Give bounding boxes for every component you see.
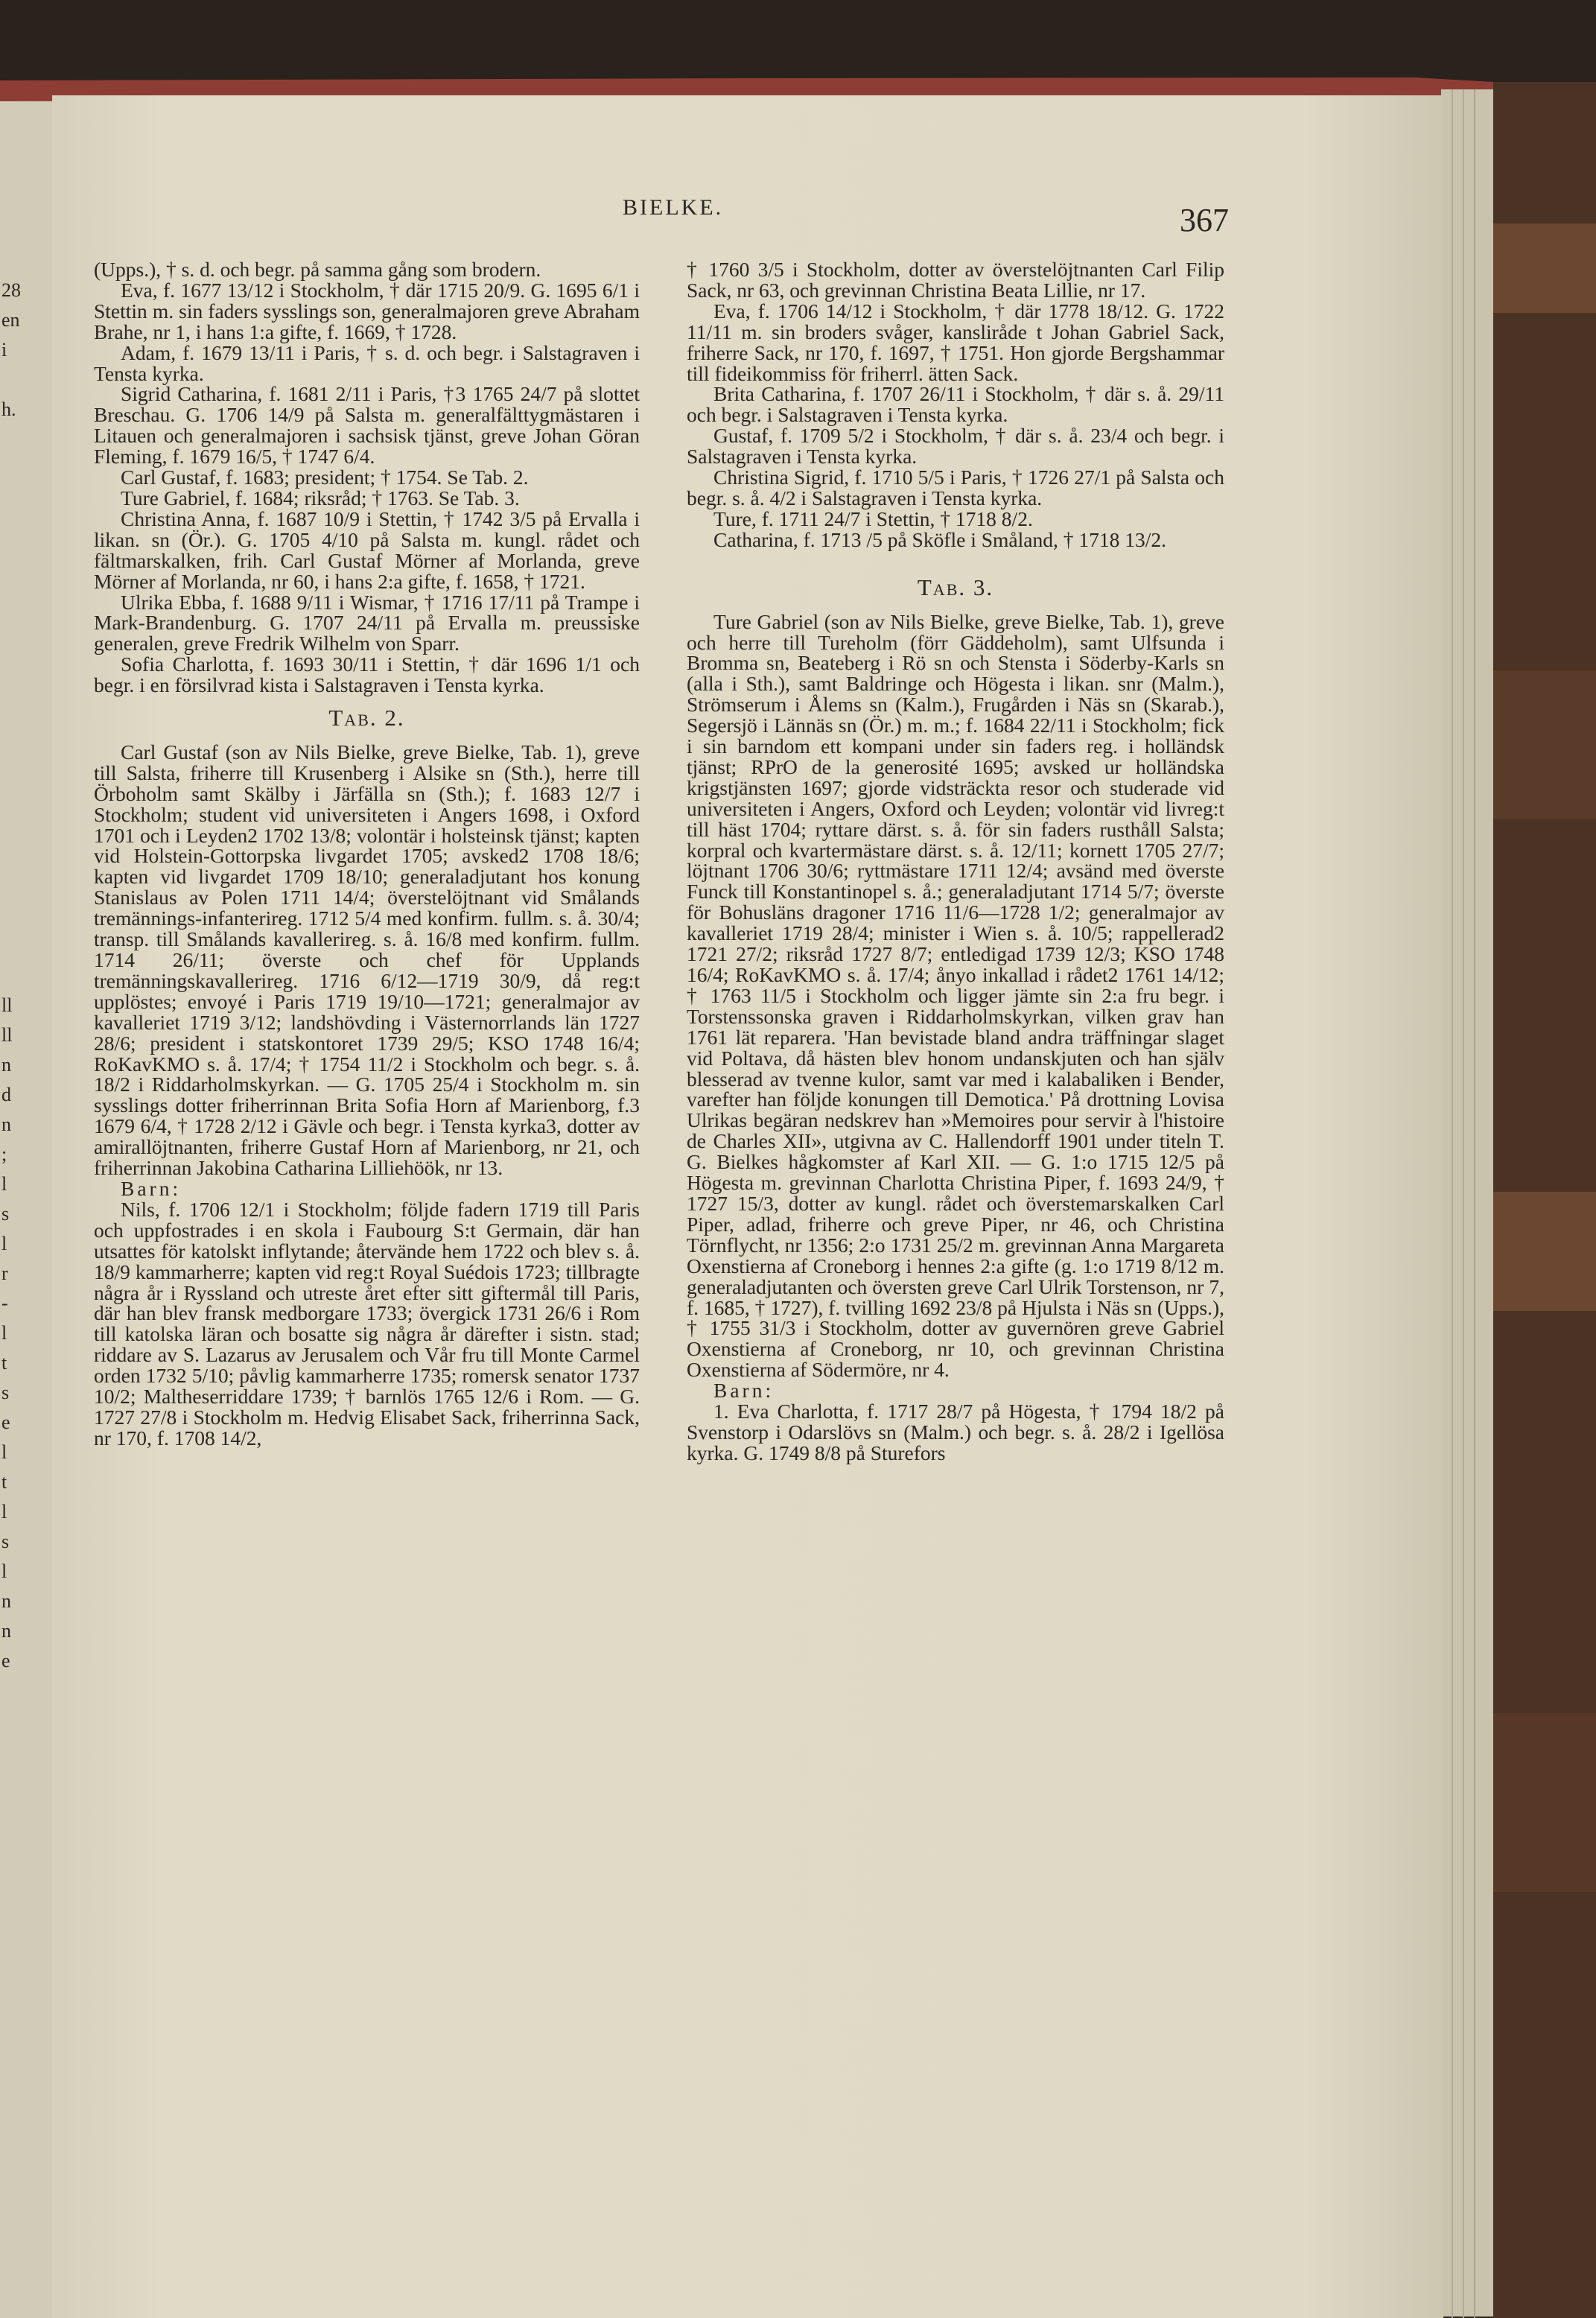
entry-paragraph: Eva, f. 1677 13/12 i Stockholm, † där 1715 20/9. G. 1695 6/1 i Stettin m. sin faders sysslings son, generalmajoren greve Abraham Brahe, nr 1, i hans 1:a gifte, f. 1669, † 1728. [94, 278, 640, 343]
fragment: i [1, 339, 7, 361]
fragment: s [1, 1382, 10, 1403]
tab3-biography: Ture Gabriel (son av Nils Bielke, greve Bielke, Tab. 1), greve och herre till Tureholm (förr Gäddeholm), samt Ulfsunda i Bromma sn, Beateberg i Rö sn och Stensta i Söderby-Karls sn (alla i Sth.), samt Baldringe och Högesta i likan. snr (Malm.), Strömserum i Ålems sn (Kalm.), Frugården i Näs sn (Skarab.), Segersjö i Lännäs sn (Ör.) m. m.; f. 1684 22/11 i Stockholm; fick i sin barndom ett kompani under sin faders reg. i holländsk tjänst; RPrO de la generosité 1695; avsked ur holländska krigstjänsten 1697; gjorde vidsträckta resor och studerade vid universiteten i Angers, Oxford och Leyden; volontär vid livreg:t till häst 1704; ryttare därst. s. å. för sin faders rusthåll Salsta; korpral och kvartermästare därst. s. å. 12/11; kornett 1705 27/7; löjtnant 1706 30/6; ryttmästare 1711 12/4; avsänd med överste Funck till Konstantinopel s. å.; generaladjutant 1714 5/7; överste för Bohusläns dragoner 1716 11/6—1728 1/2; generalmajor av kavalleriet 1719 28/4; minister i Wien s. å. 10/5; rappellerad2 1721 27/2; riksråd 1727 8/7; entledigad 1739 12/3; KSO 1748 16/4; RoKavKMO s. å. 17/4; ånyo inkallad i rådet2 1761 14/12; † 1763 11/5 i Stockholm och ligger jämte sin 2:a fru begr. i Torstenssonska graven i Riddarholmskyrkan, vilken grav han 1761 lät reparera. 'Han bevistade bland andra träffningar slaget vid Poltava, då hästen blev honom undanskjuten och han själv blesserad av tvenne kulor, samt var med i kalabaliken i Bender, varefter han följde konungen till Demotica.' På drottning Lovisa Ulrikas begäran nedskrev han »Memoires pour servir à l'histoire de Charles XII», utgivna av C. Hallendorff 1901 under titeln T. G. Bielkes hågkomster af Karl XII. — G. 1:o 1715 12/5 på Högesta m. grevinnan Charlotta Christina Piper, f. 1693 24/9, † 1727 15/3, dotter av kungl. rådet och överstemarskalken Carl Piper, adlad, friherre och greve Piper, nr 46, och Christina Törnflycht, nr 1356; 2:o 1731 25/2 m. grevinnan Anna Margareta Oxenstierna af Croneborg i hennes 2:a gifte (g. 1:o 1719 8/12 m. generaladjutanten och översten greve Carl Ulrik Torstenson, nr 7, f. 1685, † 1727), f. tvilling 1692 23/8 på Hjulsta i Näs sn (Upps.), † 1755 31/3 i Stockholm, dotter av guvernören greve Gabriel Oxenstierna af Croneborg, nr 10, och grevinnan Christina Oxenstierna af Södermöre, nr 4. [687, 609, 1224, 1382]
entry-paragraph: Adam, f. 1679 13/11 i Paris, † s. d. och begr. i Salstagraven i Tensta kyrka. [94, 340, 640, 385]
running-header: BIELKE. [623, 195, 724, 220]
fragment: d [1, 1084, 11, 1105]
page-number: 367 [1180, 202, 1229, 238]
left-column [94, 259, 640, 1449]
previous-page-fragments [1, 276, 24, 425]
entry-paragraph: Christina Anna, f. 1687 10/9 i Stettin, † 1742 3/5 på Ervalla i likan. sn (Ör.). G. 1705 4/10 på Salsta m. kungl. rådet och fältmarskalken, frih. Carl Gustaf Mörner af Morlanda, greve Mörner af Morlanda, nr 60, i hans 2:a gifte, f. 1658, † 1721. [94, 507, 640, 593]
table-heading-3: Tab. 3. [917, 574, 994, 600]
fragment: n [1, 1620, 11, 1642]
fragment: l [1, 1560, 7, 1582]
entry-paragraph: Catharina, f. 1713 /5 på Sköfle i Småland, † 1718 13/2. [713, 527, 1166, 551]
entry-paragraph: Christina Sigrid, f. 1710 5/5 i Paris, † 1726 27/1 på Salsta och begr. s. å. 4/2 i Salstagraven i Tensta kyrka. [687, 466, 1224, 509]
fragment: l [1, 1173, 7, 1195]
fragment: l [1, 1441, 7, 1463]
right-column [687, 259, 1224, 1464]
fragment: t [1, 1352, 7, 1374]
children-label: Barn: [713, 1379, 775, 1403]
entry-paragraph: Eva, f. 1706 14/12 i Stockholm, † där 1778 18/12. G. 1722 11/11 m. sin broders svåger, kansliråde t Johan Gabriel Sack, friherre Sack, nr 170, f. 1697, † 1751. Hon gjorde Bergshammar till fideikommiss för friherrl. ätten Sack. [687, 299, 1224, 385]
fragment: e [1, 1412, 10, 1433]
fragment: t [1, 1471, 7, 1493]
fragment: r [1, 1263, 8, 1284]
fragment: h. [1, 398, 16, 420]
previous-page-fragments-lower [1, 991, 24, 1676]
entry-paragraph: † 1760 3/5 i Stockholm, dotter av överstelöjtnanten Carl Filip Sack, nr 63, och grevinnan Christina Beata Lillie, nr 17. [687, 258, 1224, 302]
fragment: en [1, 309, 20, 331]
fragment: ll [1, 1024, 13, 1046]
fragment: ; [1, 1143, 7, 1165]
child-entry: Nils, f. 1706 12/1 i Stockholm; följde fadern 1719 till Paris och uppfostrades i en skola i Faubourg S:t Germain, där han utsattes för katolskt inflytande; återvände hem 1722 och blev s. å. 18/9 kammarherre; kapten vid reg:t Royal Suédois 1723; tillbragte några år i Ryssland och utreste året efter sitt giftermål till Paris, där han blev fransk medborgare 1733; övergick 1731 26/6 i Rom till katolska läran och bosatte sig några år därefter i sistn. stad; riddare av S. Lazarus av Jerusalem och Vår fru till Monte Carmel orden 1732 5/10; påvlig kammarherre 1735; romersk senator 1737 10/2; Maltheserriddare 1739; † barnlös 1765 12/6 i Rom. — G. 1727 27/8 i Stockholm m. Hedvig Elisabet Sack, friherrinna Sack, nr 170, f. 1708 14/2, [94, 1197, 640, 1449]
entry-paragraph: (Upps.), † s. d. och begr. på samma gång som brodern. [94, 258, 541, 281]
fragment: n [1, 1054, 11, 1076]
fragment: - [1, 1292, 8, 1314]
entry-paragraph: Sofia Charlotta, f. 1693 30/11 i Stettin, † där 1696 1/1 och begr. i en försilvrad kista i Salstagraven i Tensta kyrka. [94, 652, 640, 697]
table-heading-2: Tab. 2. [328, 705, 405, 731]
fragment: n [1, 1590, 11, 1612]
entry-paragraph: Brita Catharina, f. 1707 26/11 i Stockholm, † där s. å. 29/11 och begr. i Salstagraven i Tensta kyrka. [687, 382, 1224, 427]
fragment: 28 [1, 279, 21, 301]
entry-paragraph: Carl Gustaf, f. 1683; president; † 1754. Se Tab. 2. [121, 466, 529, 489]
fragment: n [1, 1114, 11, 1135]
fragment: ll [1, 994, 13, 1016]
entry-paragraph: Sigrid Catharina, f. 1681 2/11 i Paris, †3 1765 24/7 på slottet Breschau. G. 1706 14/9 på Salsta m. generalfälttygmästaren i Litauen och generalmajoren i sachsisk tjänst, greve Johan Göran Fleming, f. 1679 16/5, † 1747 6/4. [94, 382, 640, 469]
entry-paragraph: Ulrika Ebba, f. 1688 9/11 i Wismar, † 1716 17/11 på Trampe i Mark-Brandenburg. G. 1707 24/11 på Ervalla m. preussiske generalen, greve Fredrik Wilhelm von Sparr. [94, 590, 640, 655]
fragment: l [1, 1233, 7, 1254]
fragment: l [1, 1322, 7, 1344]
fragment: s [1, 1203, 10, 1225]
fragment: e [1, 1650, 10, 1671]
fragment: l [1, 1501, 7, 1522]
tab2-biography: Carl Gustaf (son av Nils Bielke, greve Bielke, Tab. 1), greve till Salsta, friherre till Krusenberg i Alsike sn (Sth.), herre till Örboholm samt Skälby i Järfälla sn (Sth.); f. 1683 12/7 i Stockholm; student vid universiteten i Angers 1698, i Oxford 1701 och i Leyden2 1702 13/8; volontär i holsteinsk tjänst; kapten vid Holstein-Gottorpska livgardet 1705; avsked2 1708 18/6; kapten vid livgardet 1709 18/10; generaladjutant hos konung Stanislaus av Polen 1711 14/4; överstelöjtnant vid Smålands tremännings-infanterireg. 1712 5/4 med konfirm. fullm. s. å. 30/4; transp. till Smålands kavallerireg. s. å. 16/8 med konfirm. fullm. 1714 26/11; överste och chef för Upplands tremänningskavallerireg. 1716 6/12—1719 30/9, då reg:t upplöstes; envoyé i Paris 1719 19/10—1721; generalmajor av kavalleriet 1719 3/12; landshövding i Västernorrlands län 1727 28/6; president i statskontoret 1739 29/5; KSO 1748 16/4; RoKavKMO s. å. 17/4; † 1754 11/2 i Stockholm och begr. s. å. 18/2 i Riddarholmskyrkan. — G. 1705 25/4 i Stockholm m. sin sysslings dotter friherrinnan Brita Sofia Horn af Marienborg, f.3 1679 6/4, † 1728 2/12 i Gävle och begr. i Tensta kyrka3, dotter av amirallöjtnanten, friherre Gustaf Horn af Marienborg, nr 21, och friherrinnan Jakobina Catharina Lilliehöök, nr 13. [94, 740, 640, 1180]
children-label: Barn: [121, 1176, 182, 1200]
entry-paragraph: Ture, f. 1711 24/7 i Stettin, † 1718 8/2. [713, 507, 1033, 530]
fragment: s [1, 1531, 10, 1552]
entry-paragraph: Ture Gabriel, f. 1684; riksråd; † 1763. Se Tab. 3. [121, 486, 520, 509]
child-entry: 1. Eva Charlotta, f. 1717 28/7 på Högesta, † 1794 18/2 på Svenstorp i Odarslövs sn (Malm.) och begr. s. å. 28/2 i Igellösa kyrka. G. 1749 8/8 på Sturefors [687, 1400, 1224, 1464]
entry-paragraph: Gustaf, f. 1709 5/2 i Stockholm, † där s. å. 23/4 och begr. i Salstagraven i Tensta kyrka. [687, 424, 1224, 469]
